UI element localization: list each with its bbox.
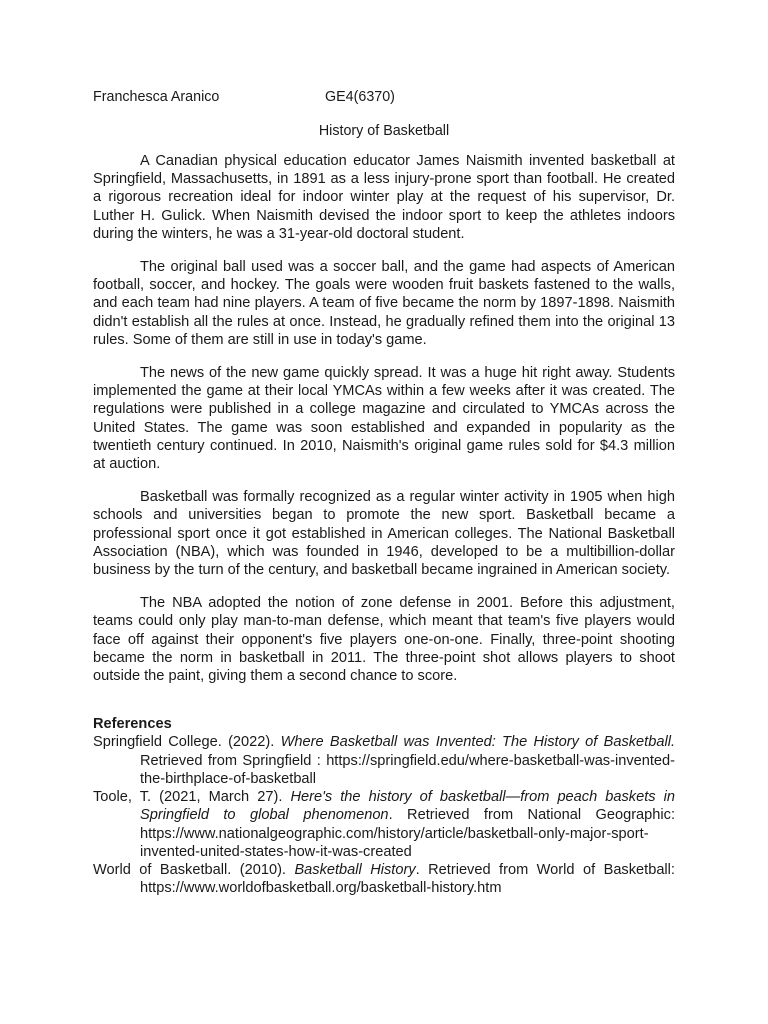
reference-source: . Retrieved from World of Basketball: https://www.worldofbasketball.org/basketball-history.htm <box>140 861 675 897</box>
reference-author: Toole, T. (2021, March 27). <box>93 789 291 806</box>
reference-title: Here's the history of basketball—from peach baskets in Springfield to global phenomenon <box>140 789 675 824</box>
references-heading: References <box>93 716 172 733</box>
document-header <box>93 87 675 107</box>
paragraph-3: The news of the new game quickly spread. It was a huge hit right away. Students implemented the game at their local YMCAs within a few weeks after it was created. The regulations were published in a college magazine and circulated to YMCAs across the United States. The game was soon established and expanded in popularity as the twentieth century continued. In 2010, Naismith's original game rules sold for $4.3 million at auction. <box>93 365 675 473</box>
paragraph-1: A Canadian physical education educator James Naismith invented basketball at Springfield, Massachusetts, in 1891 as a less injury-prone sport than football. He created a rigorous recreation ideal for indoor winter play at the request of his supervisor, Dr. Luther H. Gulick. When Naismith devised the indoor sport to keep the athletes indoors during the winters, he was a 31-year-old doctoral student. <box>93 153 675 242</box>
paragraph-4: Basketball was formally recognized as a regular winter activity in 1905 when high schools and universities began to promote the new sport. Basketball became a professional sport once it got established in American colleges. The National Basketball Association (NBA), which was founded in 1946, developed to be a multibillion-dollar business by the turn of the century, and basketball became ingrained in American society. <box>93 489 675 579</box>
paragraph-2: The original ball used was a soccer ball, and the game had aspects of American football, soccer, and hockey. The goals were wooden fruit baskets fastened to the walls, and each team had nine players. A team of five became the norm by 1897-1898. Naismith didn't establish all the rules at once. Instead, he gradually refined them into the original 13 rules. Some of them are still in use in today's game. <box>93 259 675 348</box>
document-title: History of Basketball <box>318 123 450 139</box>
reference-title: Where Basketball was Invented: The History of Basketball. <box>280 734 675 751</box>
reference-item <box>93 733 675 788</box>
reference-item <box>93 861 675 897</box>
reference-author: World of Basketball. (2010). <box>93 861 295 878</box>
reference-source: . Retrieved from National Geographic: https://www.nationalgeographic.com/history/article/basketball-only-major-sport-invented-united-states-how-it-was-created <box>140 807 676 860</box>
reference-item <box>93 788 675 861</box>
paragraph-5: The NBA adopted the notion of zone defense in 2001. Before this adjustment, teams could only play man-to-man defense, which meant that team's five players would face off against their opponent's five players one-on-one. Finally, three-point shooting became the norm in basketball in 2011. The three-point shot allows players to shoot outside the paint, giving them a second chance to score. <box>93 595 675 685</box>
reference-title: Basketball History <box>294 861 416 878</box>
author-name: Franchesca Aranico <box>93 89 220 105</box>
reference-source: Retrieved from Springfield : https://springfield.edu/where-basketball-was-invented-the-birthplace-of-basketball <box>140 752 675 787</box>
reference-author: Springfield College. (2022). <box>93 734 281 751</box>
course-code: GE4(6370) <box>325 89 395 105</box>
references-section <box>93 715 675 897</box>
